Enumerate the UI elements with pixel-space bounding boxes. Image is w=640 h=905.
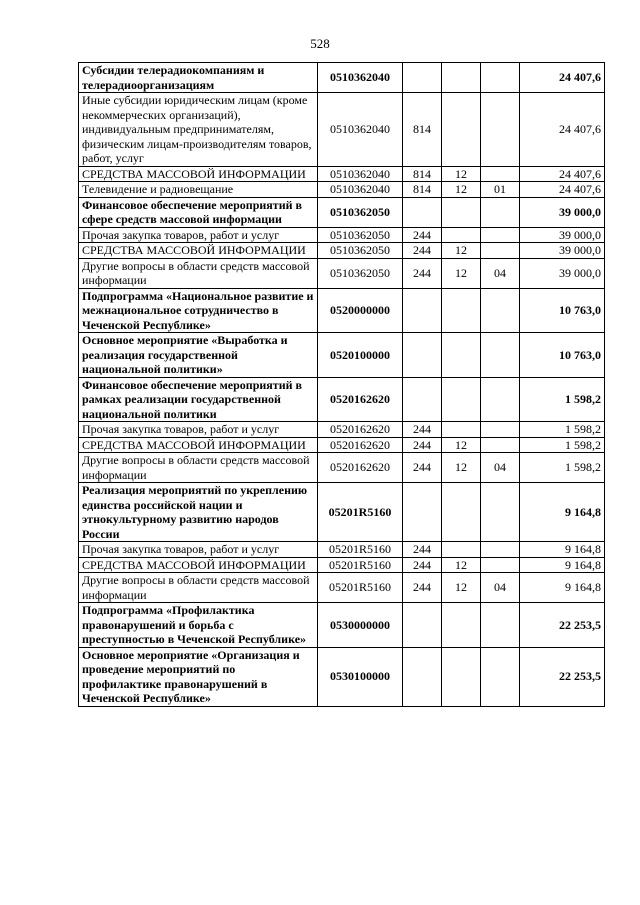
amount: 9 164,8 [520,483,605,542]
row-name: Подпрограмма «Профилактика правонарушений и борьба с преступностью в Чеченской Республике» [79,603,318,648]
section-code: 12 [442,182,481,198]
expense-type-code [403,333,442,378]
amount: 39 000,0 [520,227,605,243]
target-article-code: 0510362040 [318,182,403,198]
target-article-code: 0510362050 [318,197,403,227]
section-code: 12 [442,258,481,288]
table-row [79,573,605,603]
subsection-code [481,333,520,378]
section-code [442,333,481,378]
section-code: 12 [442,437,481,453]
row-name: Прочая закупка товаров, работ и услуг [79,542,318,558]
table-row [79,453,605,483]
expense-type-code [403,603,442,648]
section-code [442,603,481,648]
amount: 10 763,0 [520,288,605,333]
amount: 39 000,0 [520,197,605,227]
budget-table-body [79,63,605,707]
subsection-code [481,93,520,167]
table-row [79,166,605,182]
expense-type-code: 244 [403,453,442,483]
amount: 39 000,0 [520,258,605,288]
amount: 1 598,2 [520,422,605,438]
subsection-code [481,227,520,243]
amount: 39 000,0 [520,243,605,259]
row-name: Финансовое обеспечение мероприятий в рамках реализации государственной национальной политики [79,377,318,422]
section-code [442,422,481,438]
target-article-code: 0510362040 [318,63,403,93]
expense-type-code: 814 [403,93,442,167]
expense-type-code: 244 [403,258,442,288]
section-code: 12 [442,166,481,182]
subsection-code [481,63,520,93]
table-row [79,243,605,259]
table-row [79,197,605,227]
section-code: 12 [442,453,481,483]
table-row [79,182,605,198]
target-article-code: 0510362040 [318,166,403,182]
expense-type-code [403,647,442,706]
section-code: 12 [442,573,481,603]
table-row [79,227,605,243]
row-name: СРЕДСТВА МАССОВОЙ ИНФОРМАЦИИ [79,243,318,259]
table-row [79,437,605,453]
row-name: Другие вопросы в области средств массовой информации [79,258,318,288]
target-article-code: 0520162620 [318,453,403,483]
row-name: Телевидение и радиовещание [79,182,318,198]
row-name: Иные субсидии юридическим лицам (кроме некоммерческих организаций), индивидуальным предпринимателям, физическим лицам-производителям товаров, работ, услуг [79,93,318,167]
amount: 1 598,2 [520,377,605,422]
section-code [442,197,481,227]
row-name: Другие вопросы в области средств массовой информации [79,453,318,483]
table-row [79,63,605,93]
row-name: Подпрограмма «Национальное развитие и межнациональное сотрудничество в Чеченской Республике» [79,288,318,333]
target-article-code: 0510362050 [318,227,403,243]
row-name: Другие вопросы в области средств массовой информации [79,573,318,603]
section-code: 12 [442,557,481,573]
target-article-code: 0510362050 [318,243,403,259]
expense-type-code: 244 [403,227,442,243]
table-row [79,422,605,438]
row-name: Финансовое обеспечение мероприятий в сфере средств массовой информации [79,197,318,227]
expense-type-code [403,197,442,227]
subsection-code [481,557,520,573]
table-row [79,542,605,558]
expense-type-code: 244 [403,422,442,438]
subsection-code [481,243,520,259]
subsection-code: 04 [481,258,520,288]
target-article-code: 05201R5160 [318,542,403,558]
expense-type-code: 244 [403,437,442,453]
target-article-code: 0520162620 [318,437,403,453]
amount: 9 164,8 [520,557,605,573]
subsection-code: 04 [481,453,520,483]
target-article-code: 0530000000 [318,603,403,648]
table-row [79,557,605,573]
amount: 24 407,6 [520,182,605,198]
expense-type-code: 244 [403,573,442,603]
subsection-code: 04 [481,573,520,603]
target-article-code: 0510362050 [318,258,403,288]
expense-type-code [403,377,442,422]
row-name: Реализация мероприятий по укреплению единства российской нации и этнокультурному развитию народов России [79,483,318,542]
table-row [79,603,605,648]
table-row [79,333,605,378]
table-row [79,93,605,167]
subsection-code [481,288,520,333]
row-name: СРЕДСТВА МАССОВОЙ ИНФОРМАЦИИ [79,166,318,182]
section-code [442,288,481,333]
expense-type-code: 244 [403,542,442,558]
section-code [442,227,481,243]
amount: 9 164,8 [520,542,605,558]
section-code [442,377,481,422]
subsection-code [481,647,520,706]
subsection-code: 01 [481,182,520,198]
subsection-code [481,483,520,542]
target-article-code: 05201R5160 [318,557,403,573]
target-article-code: 0510362040 [318,93,403,167]
row-name: Прочая закупка товаров, работ и услуг [79,422,318,438]
section-code [442,483,481,542]
subsection-code [481,603,520,648]
target-article-code: 05201R5160 [318,483,403,542]
table-row [79,483,605,542]
subsection-code [481,422,520,438]
row-name: Основное мероприятие «Выработка и реализация государственной национальной политики» [79,333,318,378]
target-article-code: 0530100000 [318,647,403,706]
row-name: СРЕДСТВА МАССОВОЙ ИНФОРМАЦИИ [79,437,318,453]
page-number: 528 [310,36,330,51]
amount: 22 253,5 [520,647,605,706]
subsection-code [481,197,520,227]
table-row [79,288,605,333]
budget-table [78,62,605,707]
amount: 24 407,6 [520,63,605,93]
expense-type-code [403,483,442,542]
section-code [442,542,481,558]
section-code [442,647,481,706]
section-code [442,93,481,167]
table-row [79,647,605,706]
target-article-code: 0520100000 [318,333,403,378]
target-article-code: 05201R5160 [318,573,403,603]
amount: 9 164,8 [520,573,605,603]
expense-type-code: 814 [403,166,442,182]
row-name: СРЕДСТВА МАССОВОЙ ИНФОРМАЦИИ [79,557,318,573]
table-row [79,258,605,288]
subsection-code [481,166,520,182]
subsection-code [481,377,520,422]
amount: 1 598,2 [520,453,605,483]
amount: 10 763,0 [520,333,605,378]
expense-type-code [403,63,442,93]
expense-type-code: 244 [403,243,442,259]
section-code: 12 [442,243,481,259]
amount: 22 253,5 [520,603,605,648]
target-article-code: 0520162620 [318,377,403,422]
amount: 24 407,6 [520,93,605,167]
table-row [79,377,605,422]
expense-type-code: 244 [403,557,442,573]
subsection-code [481,542,520,558]
target-article-code: 0520000000 [318,288,403,333]
row-name: Субсидии телерадиокомпаниям и телерадиоорганизациям [79,63,318,93]
amount: 1 598,2 [520,437,605,453]
subsection-code [481,437,520,453]
amount: 24 407,6 [520,166,605,182]
row-name: Основное мероприятие «Организация и проведение мероприятий по профилактике правонарушений в Чеченской Республике» [79,647,318,706]
section-code [442,63,481,93]
expense-type-code [403,288,442,333]
expense-type-code: 814 [403,182,442,198]
row-name: Прочая закупка товаров, работ и услуг [79,227,318,243]
target-article-code: 0520162620 [318,422,403,438]
